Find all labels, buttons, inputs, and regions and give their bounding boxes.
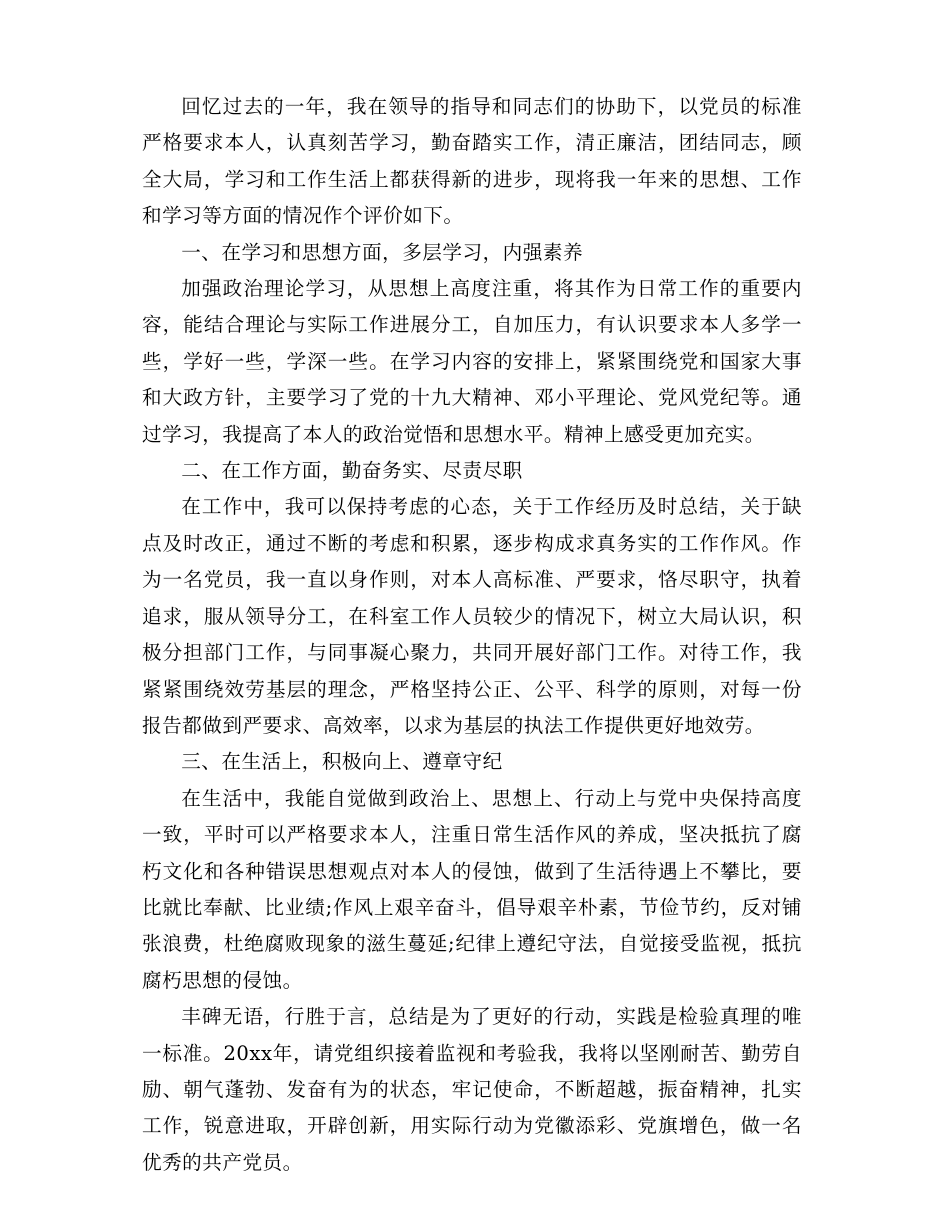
section-heading-study: 一、在学习和思想方面，多层学习，内强素养 — [181, 240, 584, 264]
section-heading-work: 二、在工作方面，勤奋务实、尽责尽职 — [181, 459, 523, 483]
intro-paragraph: 回忆过去的一年，我在领导的指导和同志们的协助下，以党员的标准严格要求本人，认真刻苦学习，勤奋踏实工作，清正廉洁，团结同志，顾全大局，学习和工作生活上都获得新的进步，现将我一年来的思想、工作和学习等方面的情况作个评价如下。 — [142, 95, 802, 228]
conclusion-paragraph: 丰碑无语，行胜于言，总结是为了更好的行动，实践是检验真理的唯一标准。20xx年，请党组织接着监视和考验我，我将以坚刚耐苦、勤劳自励、朝气蓬勃、发奋有为的状态，牢记使命，不断超越，振奋精神，扎实工作，锐意进取，开辟创新，用实际行动为党徽添彩、党旗增色，做一名优秀的共产党员。 — [142, 1005, 802, 1174]
study-paragraph: 加强政治理论学习，从思想上高度注重，将其作为日常工作的重要内容，能结合理论与实际工作进展分工，自加压力，有认识要求本人多学一些，学好一些，学深一些。在学习内容的安排上，紧紧围绕党和国家大事和大政方针，主要学习了党的十九大精神、邓小平理论、党风党纪等。通过学习，我提高了本人的政治觉悟和思想水平。精神上感受更加充实。 — [142, 277, 802, 446]
life-paragraph: 在生活中，我能自觉做到政治上、思想上、行动上与党中央保持高度一致，平时可以严格要求本人，注重日常生活作风的养成，坚决抵抗了腐朽文化和各种错误思想观点对本人的侵蚀，做到了生活待遇上不攀比，要比就比奉献、比业绩;作风上艰辛奋斗，倡导艰辛朴素，节俭节约，反对铺张浪费，杜绝腐败现象的滋生蔓延;纪律上遵纪守法，自觉接受监视，抵抗腐朽思想的侵蚀。 — [142, 786, 802, 992]
section-heading-life: 三、在生活上，积极向上、遵章守纪 — [181, 750, 503, 774]
work-paragraph: 在工作中，我可以保持考虑的心态，关于工作经历及时总结，关于缺点及时改正，通过不断的考虑和积累，逐步构成求真务实的工作作风。作为一名党员，我一直以身作则，对本人高标准、严要求，恪尽职守，执着追求，服从领导分工，在科室工作人员较少的情况下，树立大局认识，积极分担部门工作，与同事凝心聚力，共同开展好部门工作。对待工作，我紧紧围绕效劳基层的理念，严格坚持公正、公平、科学的原则，对每一份报告都做到严要求、高效率，以求为基层的执法工作提供更好地效劳。 — [142, 495, 802, 737]
document-body — [142, 89, 802, 1181]
